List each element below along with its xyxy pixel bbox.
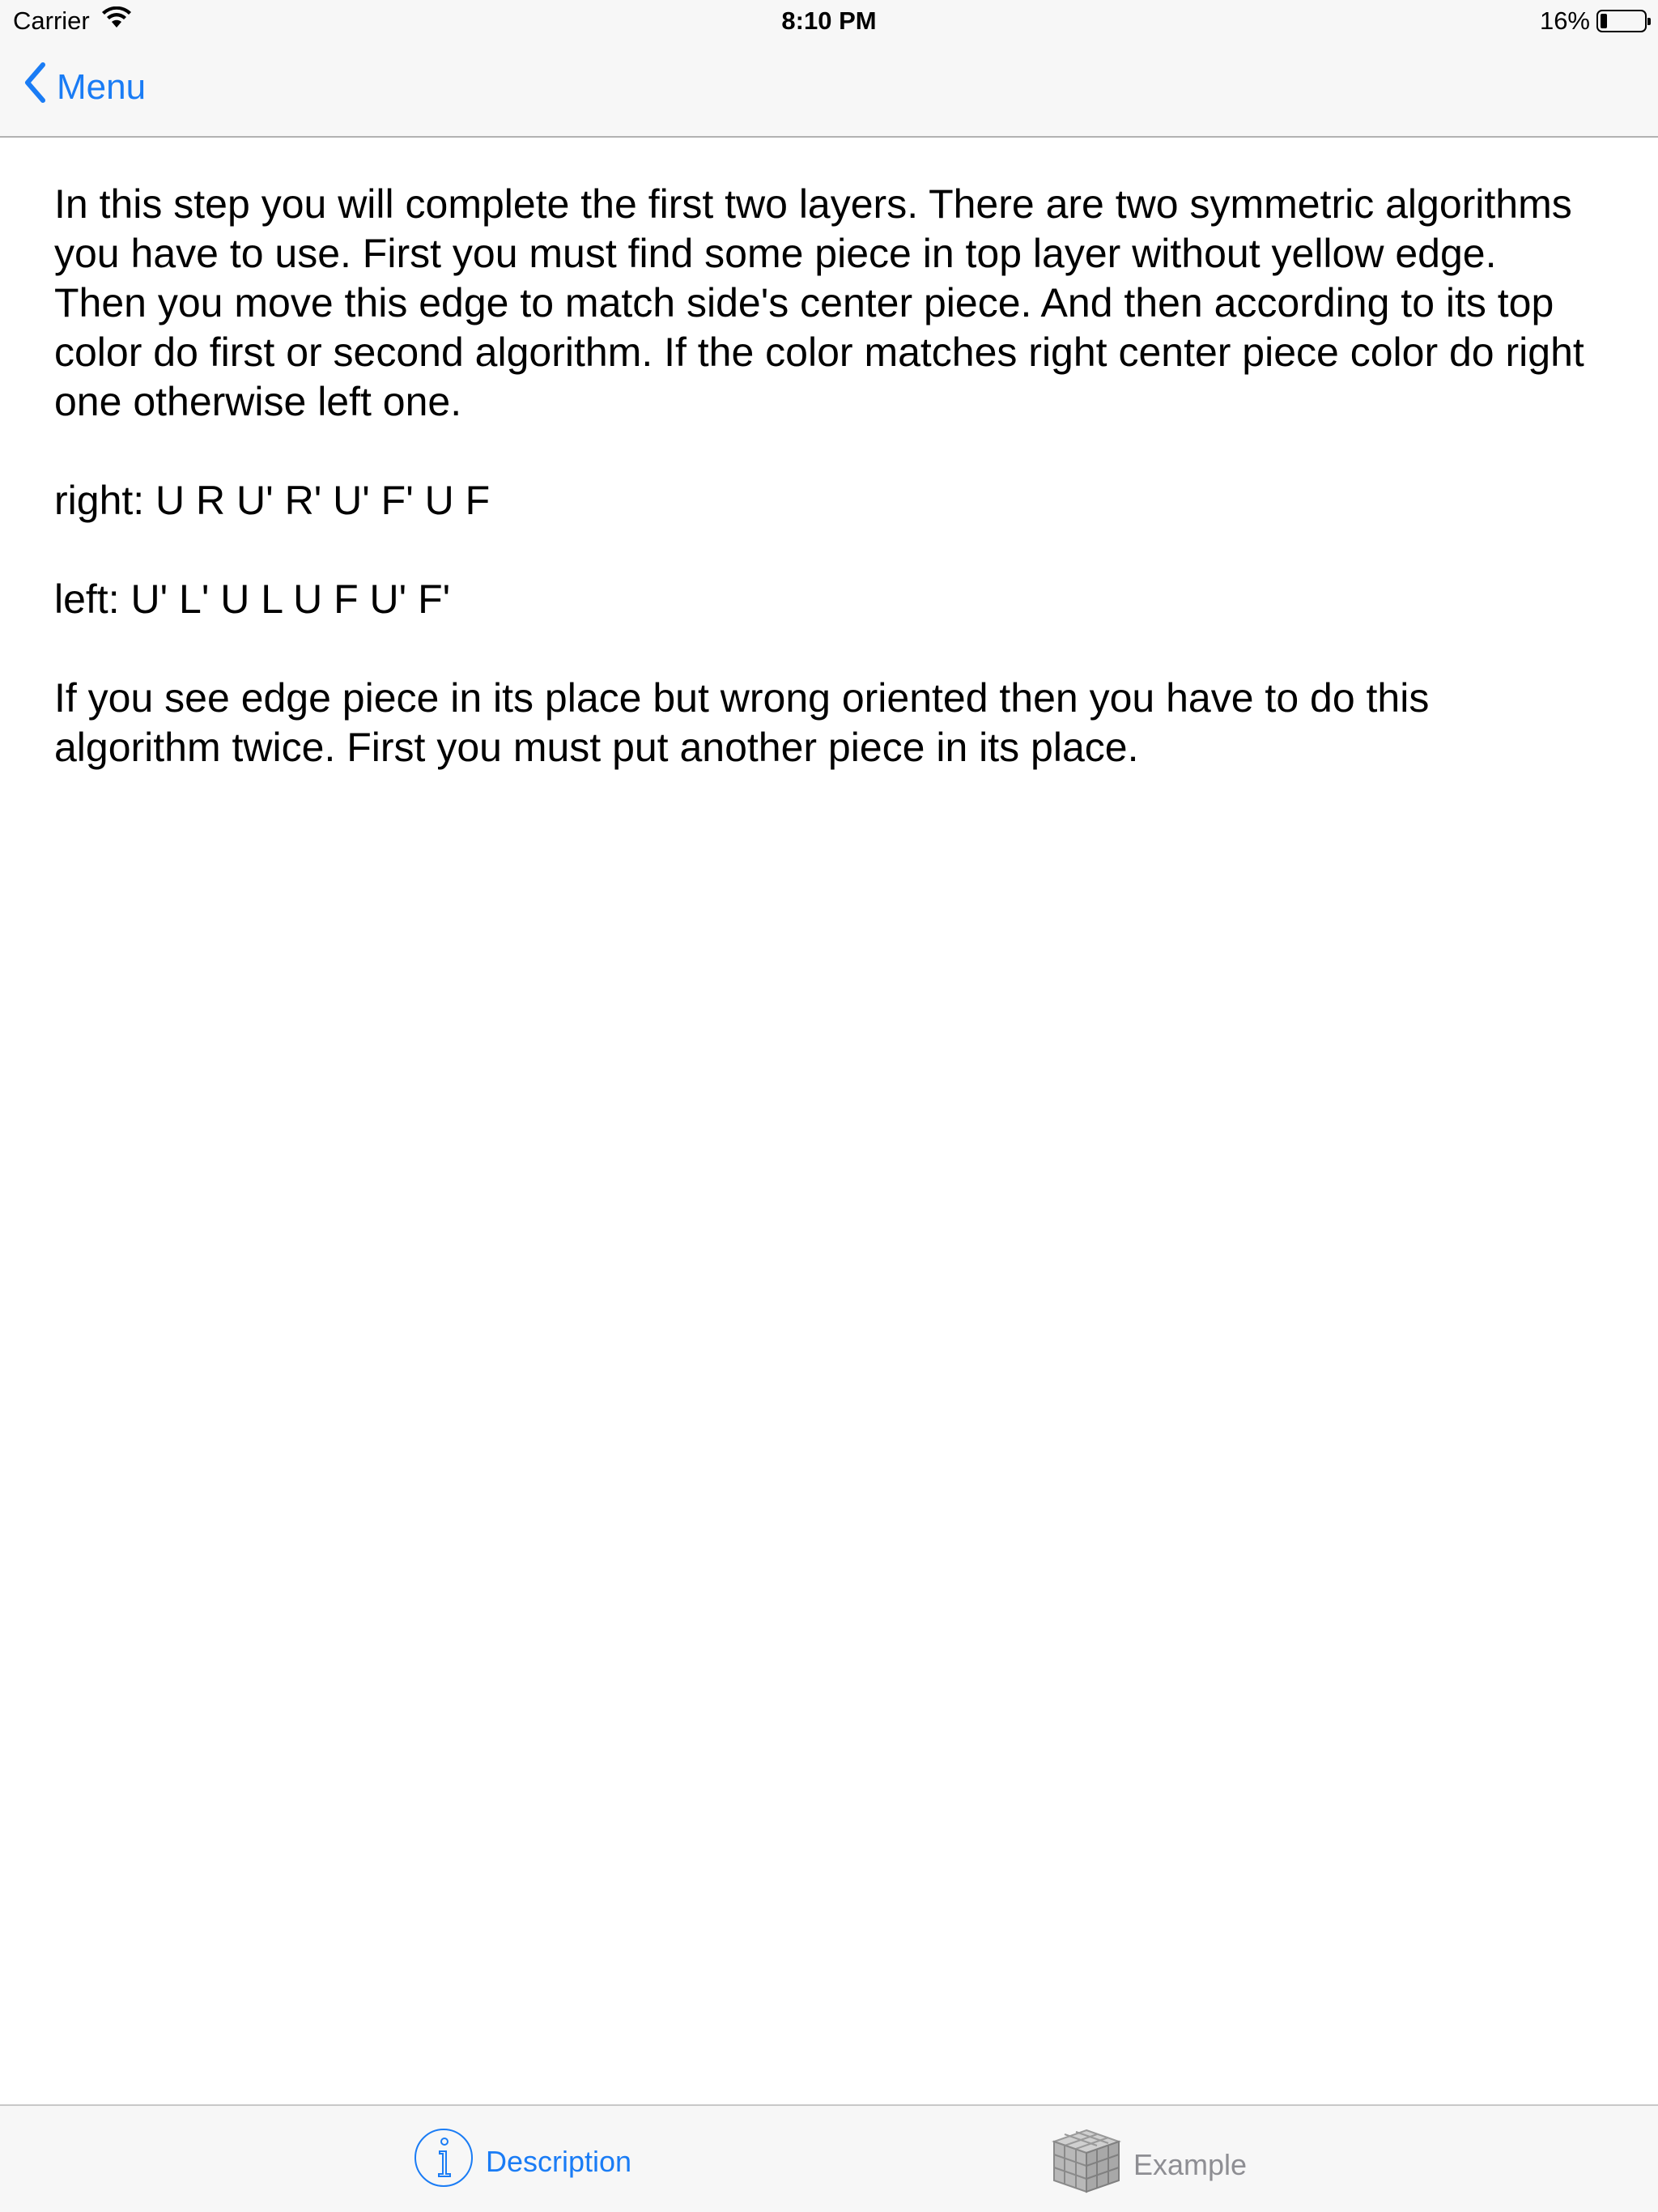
tab-description[interactable] bbox=[413, 2127, 631, 2196]
status-bar bbox=[0, 0, 1658, 44]
back-button-label: Menu bbox=[57, 66, 147, 107]
orientation-note: If you see edge piece in its place but wrong oriented then you have to do this algorithm twice. First you must put another piece in its place. bbox=[54, 675, 1441, 770]
battery-percent: 16% bbox=[1539, 6, 1590, 35]
left-algorithm: left: U' L' U L U F U' F' bbox=[54, 576, 451, 622]
chevron-left-icon bbox=[23, 62, 47, 113]
back-button[interactable] bbox=[23, 62, 146, 113]
info-icon bbox=[413, 2127, 474, 2196]
cube-icon bbox=[1051, 2127, 1122, 2202]
description-text bbox=[54, 180, 1596, 822]
right-algorithm: right: U R U' R' U' F' U F bbox=[54, 478, 491, 523]
tab-bar bbox=[0, 2104, 1658, 2212]
navigation-bar bbox=[0, 44, 1658, 138]
tab-example[interactable] bbox=[1051, 2127, 1247, 2202]
status-time: 8:10 PM bbox=[781, 6, 877, 35]
status-right bbox=[1540, 6, 1647, 36]
tab-description-label: Description bbox=[486, 2144, 632, 2178]
intro-paragraph: In this step you will complete the first two layers. There are two symmetric algorithms you have to use. First you must find some piece in top layer without yellow edge. Then you move this edge to match side's center piece. And then according to its top color do first or second algorithm. If the color matches right center piece color do right one otherwise left one. bbox=[54, 181, 1596, 424]
battery-level bbox=[1601, 14, 1607, 28]
carrier-label: Carrier bbox=[13, 6, 90, 35]
tab-example-label: Example bbox=[1133, 2147, 1248, 2181]
battery-icon bbox=[1596, 10, 1647, 32]
